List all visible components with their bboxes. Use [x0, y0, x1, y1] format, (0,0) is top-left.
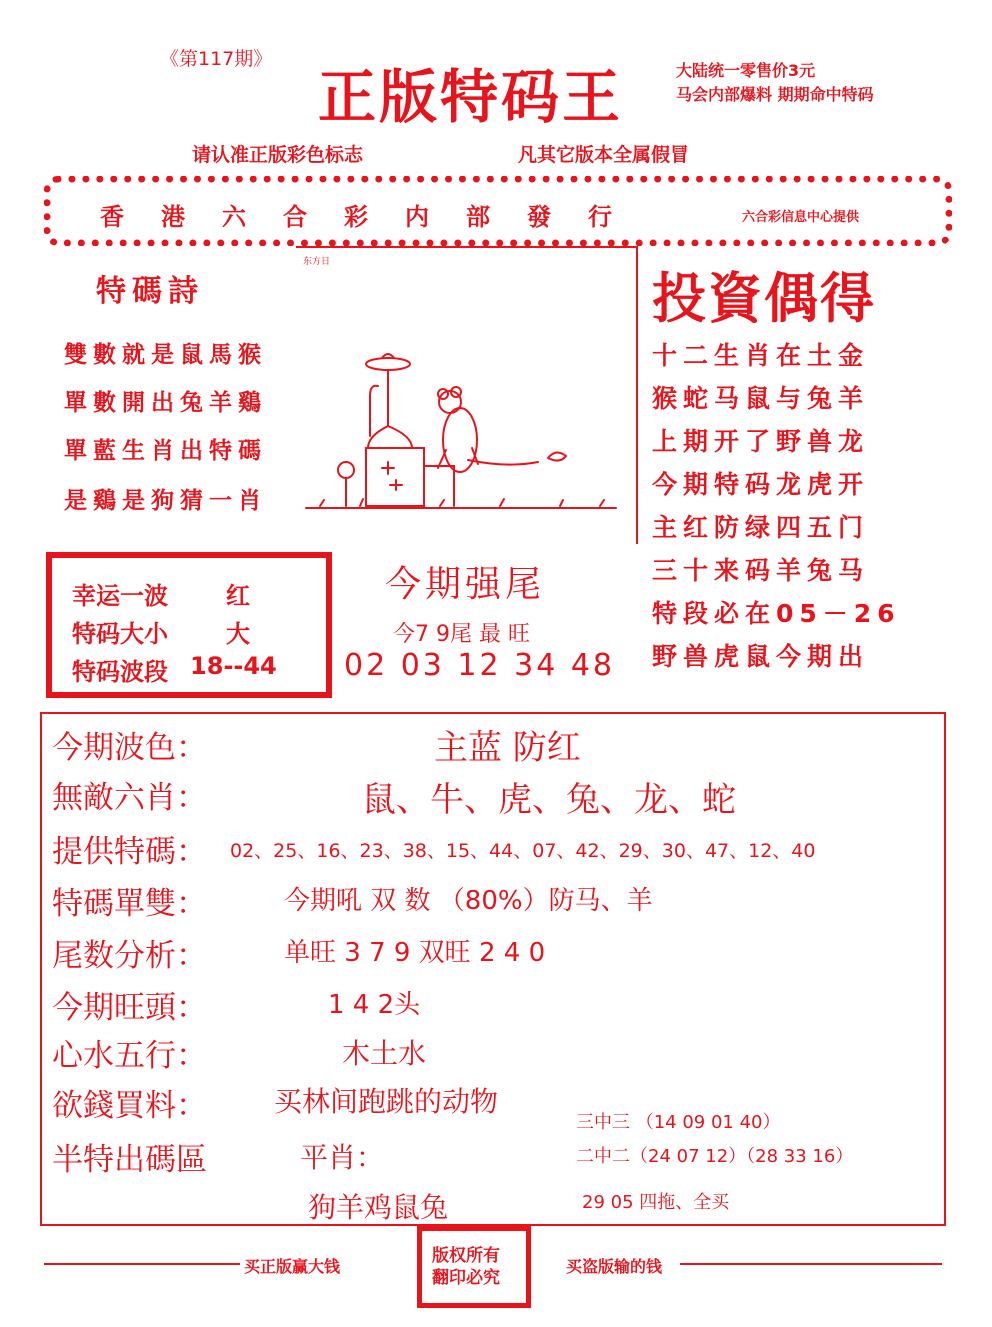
invest-line: 十二生肖在土金	[652, 341, 870, 370]
color-label: 今期波色：	[52, 730, 207, 766]
flat-zodiac-label: 平肖：	[300, 1141, 385, 1174]
lucky-range-label: 特码波段	[72, 658, 168, 686]
five-element-value: 木土水	[342, 1037, 427, 1070]
lucky-wave-row	[72, 576, 250, 611]
six-zodiac-label: 無敵六肖：	[52, 780, 207, 816]
six-zodiac-value: 鼠、牛、虎、兔、龙、蛇	[362, 780, 736, 820]
invest-line: 野兽虎鼠今期出	[652, 642, 870, 671]
footer-right-slogan: 买盗版输的钱	[566, 1257, 663, 1276]
lucky-wave-label: 幸运一波	[72, 582, 168, 610]
poem-line: 單數開出兔羊鷄	[64, 390, 267, 416]
poem-title: 特碼詩	[96, 274, 204, 309]
invest-line: 猴蛇马鼠与兔羊	[652, 384, 870, 413]
invest-line: 今期特码龙虎开	[652, 470, 870, 499]
tail-analysis-value: 单旺 3 7 9 双旺 2 4 0	[284, 938, 546, 968]
copyright-line-1: 版权所有	[432, 1246, 500, 1266]
lucky-range-row	[72, 652, 277, 687]
authenticity-notice: 请认准正版彩色标志	[192, 144, 364, 166]
footer-rule-right	[680, 1263, 942, 1265]
codes-value: 02、25、16、23、38、15、44、07、42、29、30、47、12、40	[230, 840, 816, 862]
main-title: 正版特码王	[318, 63, 624, 131]
tail-title: 今期强尾	[385, 564, 546, 605]
picture-stamp: 东方日	[303, 257, 331, 267]
five-element-label: 心水五行：	[52, 1038, 207, 1074]
invest-line: 特段必在05－26	[652, 599, 901, 628]
counterfeit-notice: 凡其它版本全属假冒	[518, 144, 690, 166]
half-special-label: 半特出碼區	[52, 1142, 207, 1178]
invest-title: 投資偶得	[652, 266, 876, 330]
poem-line: 單藍生肖出特碼	[64, 438, 267, 464]
color-value: 主蓝 防红	[434, 728, 581, 768]
lucky-size-label: 特码大小	[72, 620, 168, 648]
buy-hint-label: 欲錢買料：	[52, 1088, 207, 1124]
lucky-wave-value: 红	[226, 582, 250, 610]
tail-subtitle: 今7 9尾 最 旺	[393, 622, 530, 647]
invest-line: 三十来码羊兔马	[652, 556, 870, 585]
poem-line: 是鷄是狗猜一肖	[64, 488, 267, 514]
lucky-size-value: 大	[226, 620, 250, 648]
poem-line: 雙數就是鼠馬猴	[64, 342, 267, 368]
copyright-line-2: 翻印必究	[432, 1268, 500, 1288]
lucky-head-label: 今期旺頭：	[52, 990, 207, 1026]
tail-numbers: 02 03 12 34 48	[344, 648, 616, 683]
lucky-head-value: 1 4 2头	[328, 990, 421, 1020]
footer-left-slogan: 买正版赢大钱	[244, 1257, 341, 1276]
invest-line: 主红防绿四五门	[652, 513, 870, 542]
banner-subtext: 六合彩信息中心提供	[742, 210, 860, 225]
tail-analysis-label: 尾数分析：	[52, 938, 207, 974]
codes-label: 提供特碼：	[52, 834, 207, 870]
odd-even-label: 特碼單雙：	[52, 886, 207, 922]
odd-even-value: 今期吼 双 数 （80%）防马、羊	[284, 886, 653, 916]
issue-number: 《第117期》	[160, 48, 273, 70]
slogan: 马会内部爆料 期期命中特码	[676, 85, 874, 104]
three-hit-value: 三中三 （14 09 01 40）	[576, 1112, 781, 1133]
lucky-range-value: 18--44	[190, 652, 277, 680]
lucky-size-row	[72, 614, 250, 649]
rat-illustration	[300, 330, 620, 520]
drag-value: 29 05 四拖、全买	[582, 1192, 730, 1213]
two-hit-value: 二中二（24 07 12）（28 33 16）	[576, 1146, 854, 1167]
price-note: 大陆统一零售价3元	[676, 61, 816, 80]
flat-zodiac-value: 狗羊鸡鼠兔	[308, 1191, 449, 1224]
invest-line: 上期开了野兽龙	[652, 427, 870, 456]
banner-text: 香港六合彩内部發行	[100, 202, 649, 231]
footer-rule-left	[44, 1263, 240, 1265]
buy-hint-value: 买林间跑跳的动物	[274, 1085, 499, 1118]
